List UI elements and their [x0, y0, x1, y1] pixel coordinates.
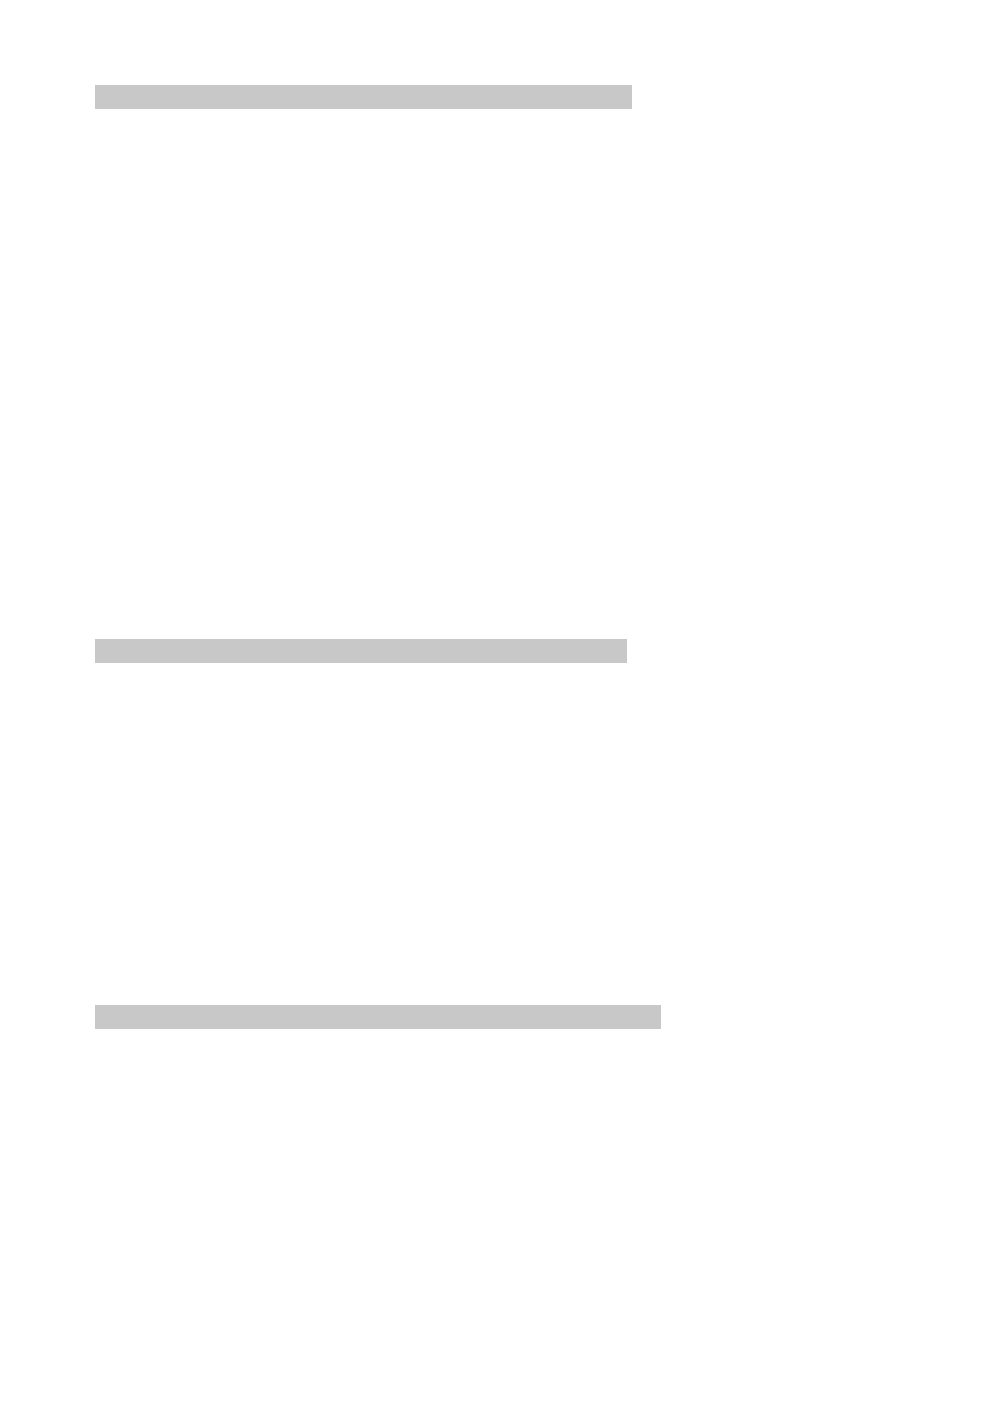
- section-title-agrarmeteorologie: [95, 85, 632, 109]
- section-title-bodenfeuchte: [95, 1005, 661, 1029]
- section-title-erdbodentemperaturen: [95, 639, 627, 663]
